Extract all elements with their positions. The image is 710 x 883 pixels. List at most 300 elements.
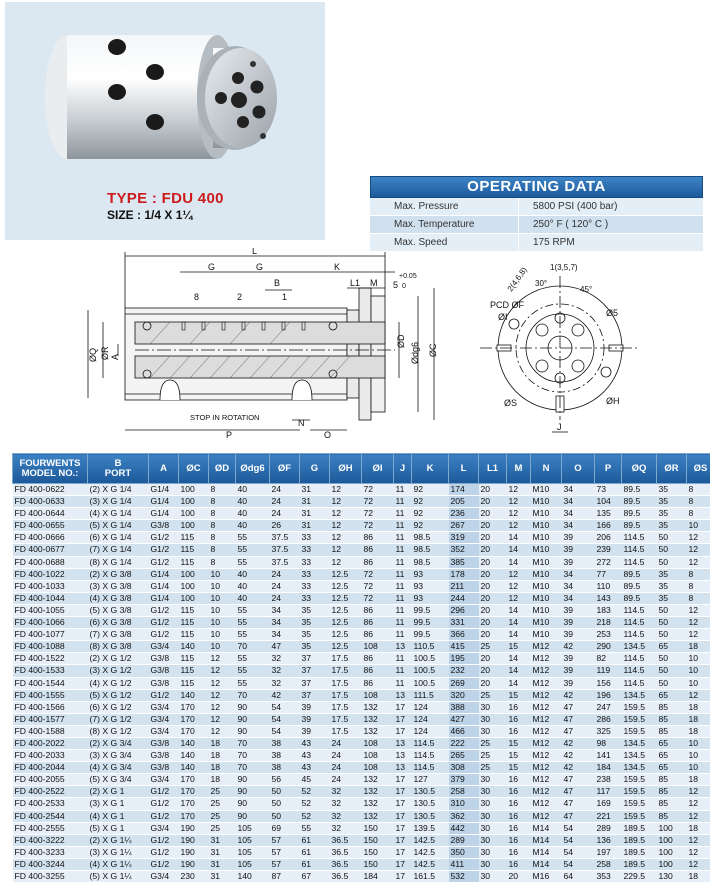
table-cell: 55 <box>236 677 270 689</box>
table-cell: (7) X G 1/2 <box>88 713 149 725</box>
table-cell: 37.5 <box>270 544 300 556</box>
table-cell: 159.5 <box>622 701 657 713</box>
table-cell: 18 <box>209 762 236 774</box>
table-cell: 50 <box>657 677 687 689</box>
table-cell: (4) X G 3/4 <box>88 762 149 774</box>
table-cell: 14 <box>507 653 531 665</box>
table-header-cell: A <box>149 454 179 484</box>
table-cell: 170 <box>179 810 209 822</box>
table-cell: 130.5 <box>412 798 449 810</box>
table-cell: 15 <box>507 689 531 701</box>
table-cell: 12.5 <box>330 604 362 616</box>
table-cell: 352 <box>449 544 479 556</box>
table-header-cell: K <box>412 454 449 484</box>
table-cell: 47 <box>270 641 300 653</box>
table-cell: (5) X G 1/4 <box>88 520 149 532</box>
table-cell: FD 400-1055 <box>13 604 88 616</box>
table-cell: 89.5 <box>622 508 657 520</box>
table-cell: (5) X G 1 <box>88 822 149 834</box>
table-cell: 98.5 <box>412 544 449 556</box>
table-cell: 24 <box>270 484 300 496</box>
table-cell: 69 <box>270 822 300 834</box>
table-cell: (5) X G 1/2 <box>88 689 149 701</box>
table-cell: 55 <box>236 604 270 616</box>
table-cell: G1/2 <box>149 556 179 568</box>
table-cell: 20 <box>479 496 507 508</box>
table-cell: FD 400-2055 <box>13 774 88 786</box>
table-cell: M12 <box>531 786 562 798</box>
table-cell: 115 <box>179 665 209 677</box>
table-cell: 70 <box>236 737 270 749</box>
table-cell: 12.5 <box>330 568 362 580</box>
dim-Odg6: Ødg6 <box>410 342 420 364</box>
holes-odd-label: 1(3,5,7) <box>550 263 578 272</box>
table-cell: G1/2 <box>149 532 179 544</box>
table-cell: 115 <box>179 544 209 556</box>
table-cell: 72 <box>362 580 394 592</box>
table-cell: 55 <box>236 629 270 641</box>
table-cell: 132 <box>362 701 394 713</box>
table-cell: 117 <box>595 786 622 798</box>
table-cell: 40 <box>236 496 270 508</box>
table-cell: 35 <box>657 568 687 580</box>
table-cell: 35 <box>657 496 687 508</box>
table-cell: 24 <box>330 737 362 749</box>
table-cell: 42 <box>562 762 595 774</box>
table-cell: 12 <box>687 834 710 846</box>
table-cell: M10 <box>531 617 562 629</box>
table-cell: 15 <box>507 641 531 653</box>
table-header-row <box>13 454 710 484</box>
table-cell: 114.5 <box>412 762 449 774</box>
table-cell: FD 400-3244 <box>13 858 88 870</box>
table-cell: 98 <box>595 737 622 749</box>
table-cell: 20 <box>479 617 507 629</box>
table-cell: 8 <box>687 592 710 604</box>
table-cell: 8 <box>209 520 236 532</box>
table-cell: 40 <box>236 508 270 520</box>
table-cell: 18 <box>687 725 710 737</box>
table-cell: 331 <box>449 617 479 629</box>
table-cell: 17.5 <box>330 725 362 737</box>
table-cell: 206 <box>595 532 622 544</box>
table-cell: 35 <box>300 617 330 629</box>
table-cell: 12.5 <box>330 629 362 641</box>
table-cell: G3/8 <box>149 653 179 665</box>
table-cell: 272 <box>595 556 622 568</box>
table-cell: M12 <box>531 774 562 786</box>
table-cell: 184 <box>362 871 394 883</box>
table-cell: 98.5 <box>412 556 449 568</box>
table-cell: 55 <box>300 822 330 834</box>
table-cell: 39 <box>562 629 595 641</box>
table-cell: (7) X G 3/8 <box>88 629 149 641</box>
table-header-cell: ØC <box>179 454 209 484</box>
table-body <box>13 484 710 883</box>
table-cell: M16 <box>531 871 562 883</box>
table-row <box>13 568 710 580</box>
table-cell: 90 <box>236 713 270 725</box>
table-cell: 20 <box>479 544 507 556</box>
table-cell: 86 <box>362 532 394 544</box>
table-cell: 55 <box>236 665 270 677</box>
table-cell: 267 <box>449 520 479 532</box>
table-cell: (5) X G 1¼ <box>88 871 149 883</box>
table-cell: G1/2 <box>149 544 179 556</box>
table-cell: 8 <box>687 496 710 508</box>
table-cell: 33 <box>300 580 330 592</box>
table-cell: FD 400-1088 <box>13 641 88 653</box>
table-cell: G1/4 <box>149 508 179 520</box>
table-cell: 189.5 <box>622 834 657 846</box>
table-header-cell: ØI <box>362 454 394 484</box>
table-cell: 290 <box>595 641 622 653</box>
table-cell: 85 <box>657 810 687 822</box>
table-cell: 12 <box>209 653 236 665</box>
table-cell: 72 <box>362 496 394 508</box>
operating-data-table <box>370 176 703 252</box>
table-cell: 150 <box>362 858 394 870</box>
table-cell: 37 <box>300 689 330 701</box>
table-cell: 221 <box>595 810 622 822</box>
table-cell: 142.5 <box>412 846 449 858</box>
table-cell: 43 <box>300 762 330 774</box>
table-cell: 39 <box>562 617 595 629</box>
table-cell: 35 <box>300 604 330 616</box>
table-cell: 114.5 <box>622 544 657 556</box>
table-cell: 170 <box>179 786 209 798</box>
table-cell: FD 400-2544 <box>13 810 88 822</box>
table-cell: 17 <box>394 810 412 822</box>
table-cell: 57 <box>270 846 300 858</box>
table-cell: 15 <box>507 737 531 749</box>
table-cell: 30 <box>479 701 507 713</box>
table-cell: G3/8 <box>149 737 179 749</box>
table-cell: 86 <box>362 617 394 629</box>
table-cell: 17 <box>394 786 412 798</box>
table-cell: G1/2 <box>149 604 179 616</box>
table-cell: (3) X G 1¼ <box>88 846 149 858</box>
table-cell: 244 <box>449 592 479 604</box>
table-cell: 54 <box>270 725 300 737</box>
table-cell: 12 <box>209 713 236 725</box>
table-header-cell: J <box>394 454 412 484</box>
table-cell: 12 <box>209 701 236 713</box>
table-cell: 43 <box>300 750 330 762</box>
table-cell: 10 <box>209 617 236 629</box>
table-cell: M10 <box>531 580 562 592</box>
dim-G1: G <box>208 262 215 272</box>
table-cell: 100 <box>179 592 209 604</box>
table-cell: FD 400-0666 <box>13 532 88 544</box>
table-cell: 12 <box>507 496 531 508</box>
table-cell: 34 <box>270 617 300 629</box>
table-cell: 73 <box>595 484 622 496</box>
dim-P: P <box>226 430 232 440</box>
table-cell: 17 <box>394 713 412 725</box>
table-cell: M12 <box>531 725 562 737</box>
table-cell: 61 <box>300 846 330 858</box>
table-cell: M12 <box>531 641 562 653</box>
table-cell: 12 <box>330 520 362 532</box>
table-cell: G3/4 <box>149 822 179 834</box>
table-row <box>13 689 710 701</box>
table-cell: 190 <box>179 822 209 834</box>
table-cell: 99.5 <box>412 604 449 616</box>
table-cell: 90 <box>236 774 270 786</box>
table-cell: 18 <box>209 774 236 786</box>
table-row <box>13 677 710 689</box>
table-cell: 24 <box>330 762 362 774</box>
table-cell: 8 <box>209 532 236 544</box>
table-row <box>13 858 710 870</box>
table-cell: 150 <box>362 822 394 834</box>
table-row <box>13 653 710 665</box>
table-cell: 65 <box>657 641 687 653</box>
table-cell: 30 <box>479 834 507 846</box>
table-cell: 111.5 <box>412 689 449 701</box>
table-cell: 11 <box>394 544 412 556</box>
table-cell: 17 <box>394 774 412 786</box>
table-cell: 47 <box>562 713 595 725</box>
table-cell: 100 <box>179 508 209 520</box>
table-cell: 34 <box>562 484 595 496</box>
table-cell: 89.5 <box>622 580 657 592</box>
table-row <box>13 750 710 762</box>
table-cell: 36.5 <box>330 834 362 846</box>
table-header-cell: ØQ <box>622 454 657 484</box>
table-cell: 57 <box>270 834 300 846</box>
table-cell: 10 <box>687 665 710 677</box>
table-cell: (2) X G 1 <box>88 786 149 798</box>
table-cell: 17.5 <box>330 677 362 689</box>
table-cell: 229.5 <box>622 871 657 883</box>
table-cell: 17 <box>394 701 412 713</box>
table-cell: 184 <box>595 762 622 774</box>
table-cell: 12 <box>687 544 710 556</box>
table-cell: 25 <box>479 689 507 701</box>
table-cell: FD 400-1566 <box>13 701 88 713</box>
table-cell: M12 <box>531 810 562 822</box>
table-cell: 54 <box>270 713 300 725</box>
dim-O: O <box>324 430 331 440</box>
dim-G2: G <box>256 262 263 272</box>
table-cell: 70 <box>236 689 270 701</box>
table-row <box>13 665 710 677</box>
table-row <box>13 846 710 858</box>
table-cell: 238 <box>595 774 622 786</box>
table-cell: 18 <box>209 750 236 762</box>
table-cell: 20 <box>479 580 507 592</box>
table-cell: 247 <box>595 701 622 713</box>
table-cell: M10 <box>531 508 562 520</box>
table-cell: 442 <box>449 822 479 834</box>
table-row <box>13 484 710 496</box>
table-cell: 12 <box>507 520 531 532</box>
table-cell: 43 <box>300 737 330 749</box>
table-cell: 114.5 <box>622 677 657 689</box>
table-cell: 100 <box>657 846 687 858</box>
table-cell: FD 400-3233 <box>13 846 88 858</box>
table-cell: 20 <box>479 508 507 520</box>
table-cell: 32 <box>330 786 362 798</box>
table-cell: 92 <box>412 484 449 496</box>
table-cell: M14 <box>531 834 562 846</box>
table-cell: 139.5 <box>412 822 449 834</box>
dim-pcd: PCD ØF <box>490 300 525 310</box>
table-cell: 31 <box>300 508 330 520</box>
table-cell: 119 <box>595 665 622 677</box>
table-cell: 170 <box>179 774 209 786</box>
table-cell: (3) X G 1/4 <box>88 496 149 508</box>
dim-N: N <box>298 418 305 428</box>
table-cell: 115 <box>179 532 209 544</box>
table-cell: 24 <box>270 568 300 580</box>
table-cell: 39 <box>562 665 595 677</box>
table-cell: FD 400-2022 <box>13 737 88 749</box>
table-cell: (2) X G 3/8 <box>88 568 149 580</box>
table-cell: 174 <box>449 484 479 496</box>
dim-L: L <box>252 248 257 256</box>
table-cell: 12 <box>687 810 710 822</box>
table-cell: 17 <box>394 834 412 846</box>
table-cell: 10 <box>209 641 236 653</box>
table-cell: M10 <box>531 532 562 544</box>
table-cell: 108 <box>362 737 394 749</box>
port-number-1: 1 <box>282 292 287 302</box>
table-cell: 105 <box>236 858 270 870</box>
table-cell: 25 <box>209 822 236 834</box>
table-cell: 72 <box>362 592 394 604</box>
table-cell: 195 <box>449 653 479 665</box>
table-cell: 17 <box>394 725 412 737</box>
dim-OR: ØR <box>100 346 110 360</box>
table-cell: 50 <box>657 617 687 629</box>
table-cell: 55 <box>236 556 270 568</box>
table-cell: 20 <box>479 532 507 544</box>
table-cell: 8 <box>687 580 710 592</box>
table-cell: FD 400-1044 <box>13 592 88 604</box>
table-cell: 110.5 <box>412 641 449 653</box>
table-cell: 65 <box>657 689 687 701</box>
table-cell: 40 <box>236 484 270 496</box>
table-cell: 86 <box>362 544 394 556</box>
table-cell: 190 <box>179 834 209 846</box>
table-cell: 12 <box>687 556 710 568</box>
table-cell: 31 <box>300 484 330 496</box>
table-cell: 100 <box>179 496 209 508</box>
table-cell: 39 <box>562 556 595 568</box>
table-cell: 130.5 <box>412 810 449 822</box>
table-cell: 30 <box>479 858 507 870</box>
table-cell: M10 <box>531 520 562 532</box>
table-cell: 16 <box>507 798 531 810</box>
table-cell: (3) X G 1/2 <box>88 665 149 677</box>
table-cell: 31 <box>209 834 236 846</box>
table-cell: M12 <box>531 689 562 701</box>
table-header-cell: M <box>507 454 531 484</box>
table-cell: 85 <box>657 774 687 786</box>
table-cell: 72 <box>362 484 394 496</box>
table-row <box>13 713 710 725</box>
table-cell: 12.5 <box>330 641 362 653</box>
table-cell: 34 <box>270 604 300 616</box>
table-cell: 33 <box>300 556 330 568</box>
table-cell: 72 <box>362 520 394 532</box>
table-cell: 190 <box>179 858 209 870</box>
table-cell: 115 <box>179 629 209 641</box>
table-cell: 25 <box>479 641 507 653</box>
table-row <box>13 822 710 834</box>
table-cell: 40 <box>236 568 270 580</box>
dim-OC: ØC <box>428 343 438 357</box>
table-cell: 35 <box>657 520 687 532</box>
table-cell: G1/4 <box>149 568 179 580</box>
table-cell: 132 <box>362 713 394 725</box>
table-cell: 32 <box>330 822 362 834</box>
table-cell: 18 <box>687 871 710 883</box>
table-cell: (3) X G 1 <box>88 798 149 810</box>
table-cell: G3/8 <box>149 665 179 677</box>
table-cell: 18 <box>209 737 236 749</box>
table-cell: 150 <box>362 846 394 858</box>
table-cell: 12 <box>209 677 236 689</box>
table-cell: M12 <box>531 665 562 677</box>
table-cell: G1/2 <box>149 846 179 858</box>
table-cell: 32 <box>270 677 300 689</box>
table-cell: 11 <box>394 496 412 508</box>
table-row <box>13 617 710 629</box>
table-cell: 35 <box>300 641 330 653</box>
table-cell: 140 <box>179 762 209 774</box>
port-number-8: 8 <box>194 292 199 302</box>
table-cell: 65 <box>657 737 687 749</box>
table-cell: 132 <box>362 774 394 786</box>
table-cell: 205 <box>449 496 479 508</box>
table-cell: FD 400-1022 <box>13 568 88 580</box>
table-cell: 70 <box>236 641 270 653</box>
table-cell: 18 <box>687 822 710 834</box>
table-cell: 239 <box>595 544 622 556</box>
table-cell: G3/8 <box>149 762 179 774</box>
table-cell: 37 <box>300 665 330 677</box>
table-cell: 47 <box>562 774 595 786</box>
table-cell: 104 <box>595 496 622 508</box>
table-cell: 16 <box>507 822 531 834</box>
table-cell: FD 400-2533 <box>13 798 88 810</box>
table-cell: 20 <box>479 556 507 568</box>
table-cell: 114.5 <box>412 737 449 749</box>
table-cell: M12 <box>531 713 562 725</box>
table-cell: 14 <box>507 665 531 677</box>
table-cell: 12 <box>330 544 362 556</box>
table-cell: G1/2 <box>149 617 179 629</box>
table-cell: 12 <box>209 725 236 737</box>
table-cell: 8 <box>209 508 236 520</box>
table-cell: 388 <box>449 701 479 713</box>
table-cell: 42 <box>562 737 595 749</box>
table-cell: G1/2 <box>149 810 179 822</box>
dim-O5: Ø5 <box>606 308 618 318</box>
table-cell: 114.5 <box>622 665 657 677</box>
table-cell: G3/4 <box>149 713 179 725</box>
op-label: Max. Speed <box>370 234 518 251</box>
table-cell: M10 <box>531 556 562 568</box>
table-cell: 134.5 <box>622 737 657 749</box>
table-cell: M12 <box>531 737 562 749</box>
table-cell: 42 <box>270 689 300 701</box>
table-cell: 30 <box>479 822 507 834</box>
